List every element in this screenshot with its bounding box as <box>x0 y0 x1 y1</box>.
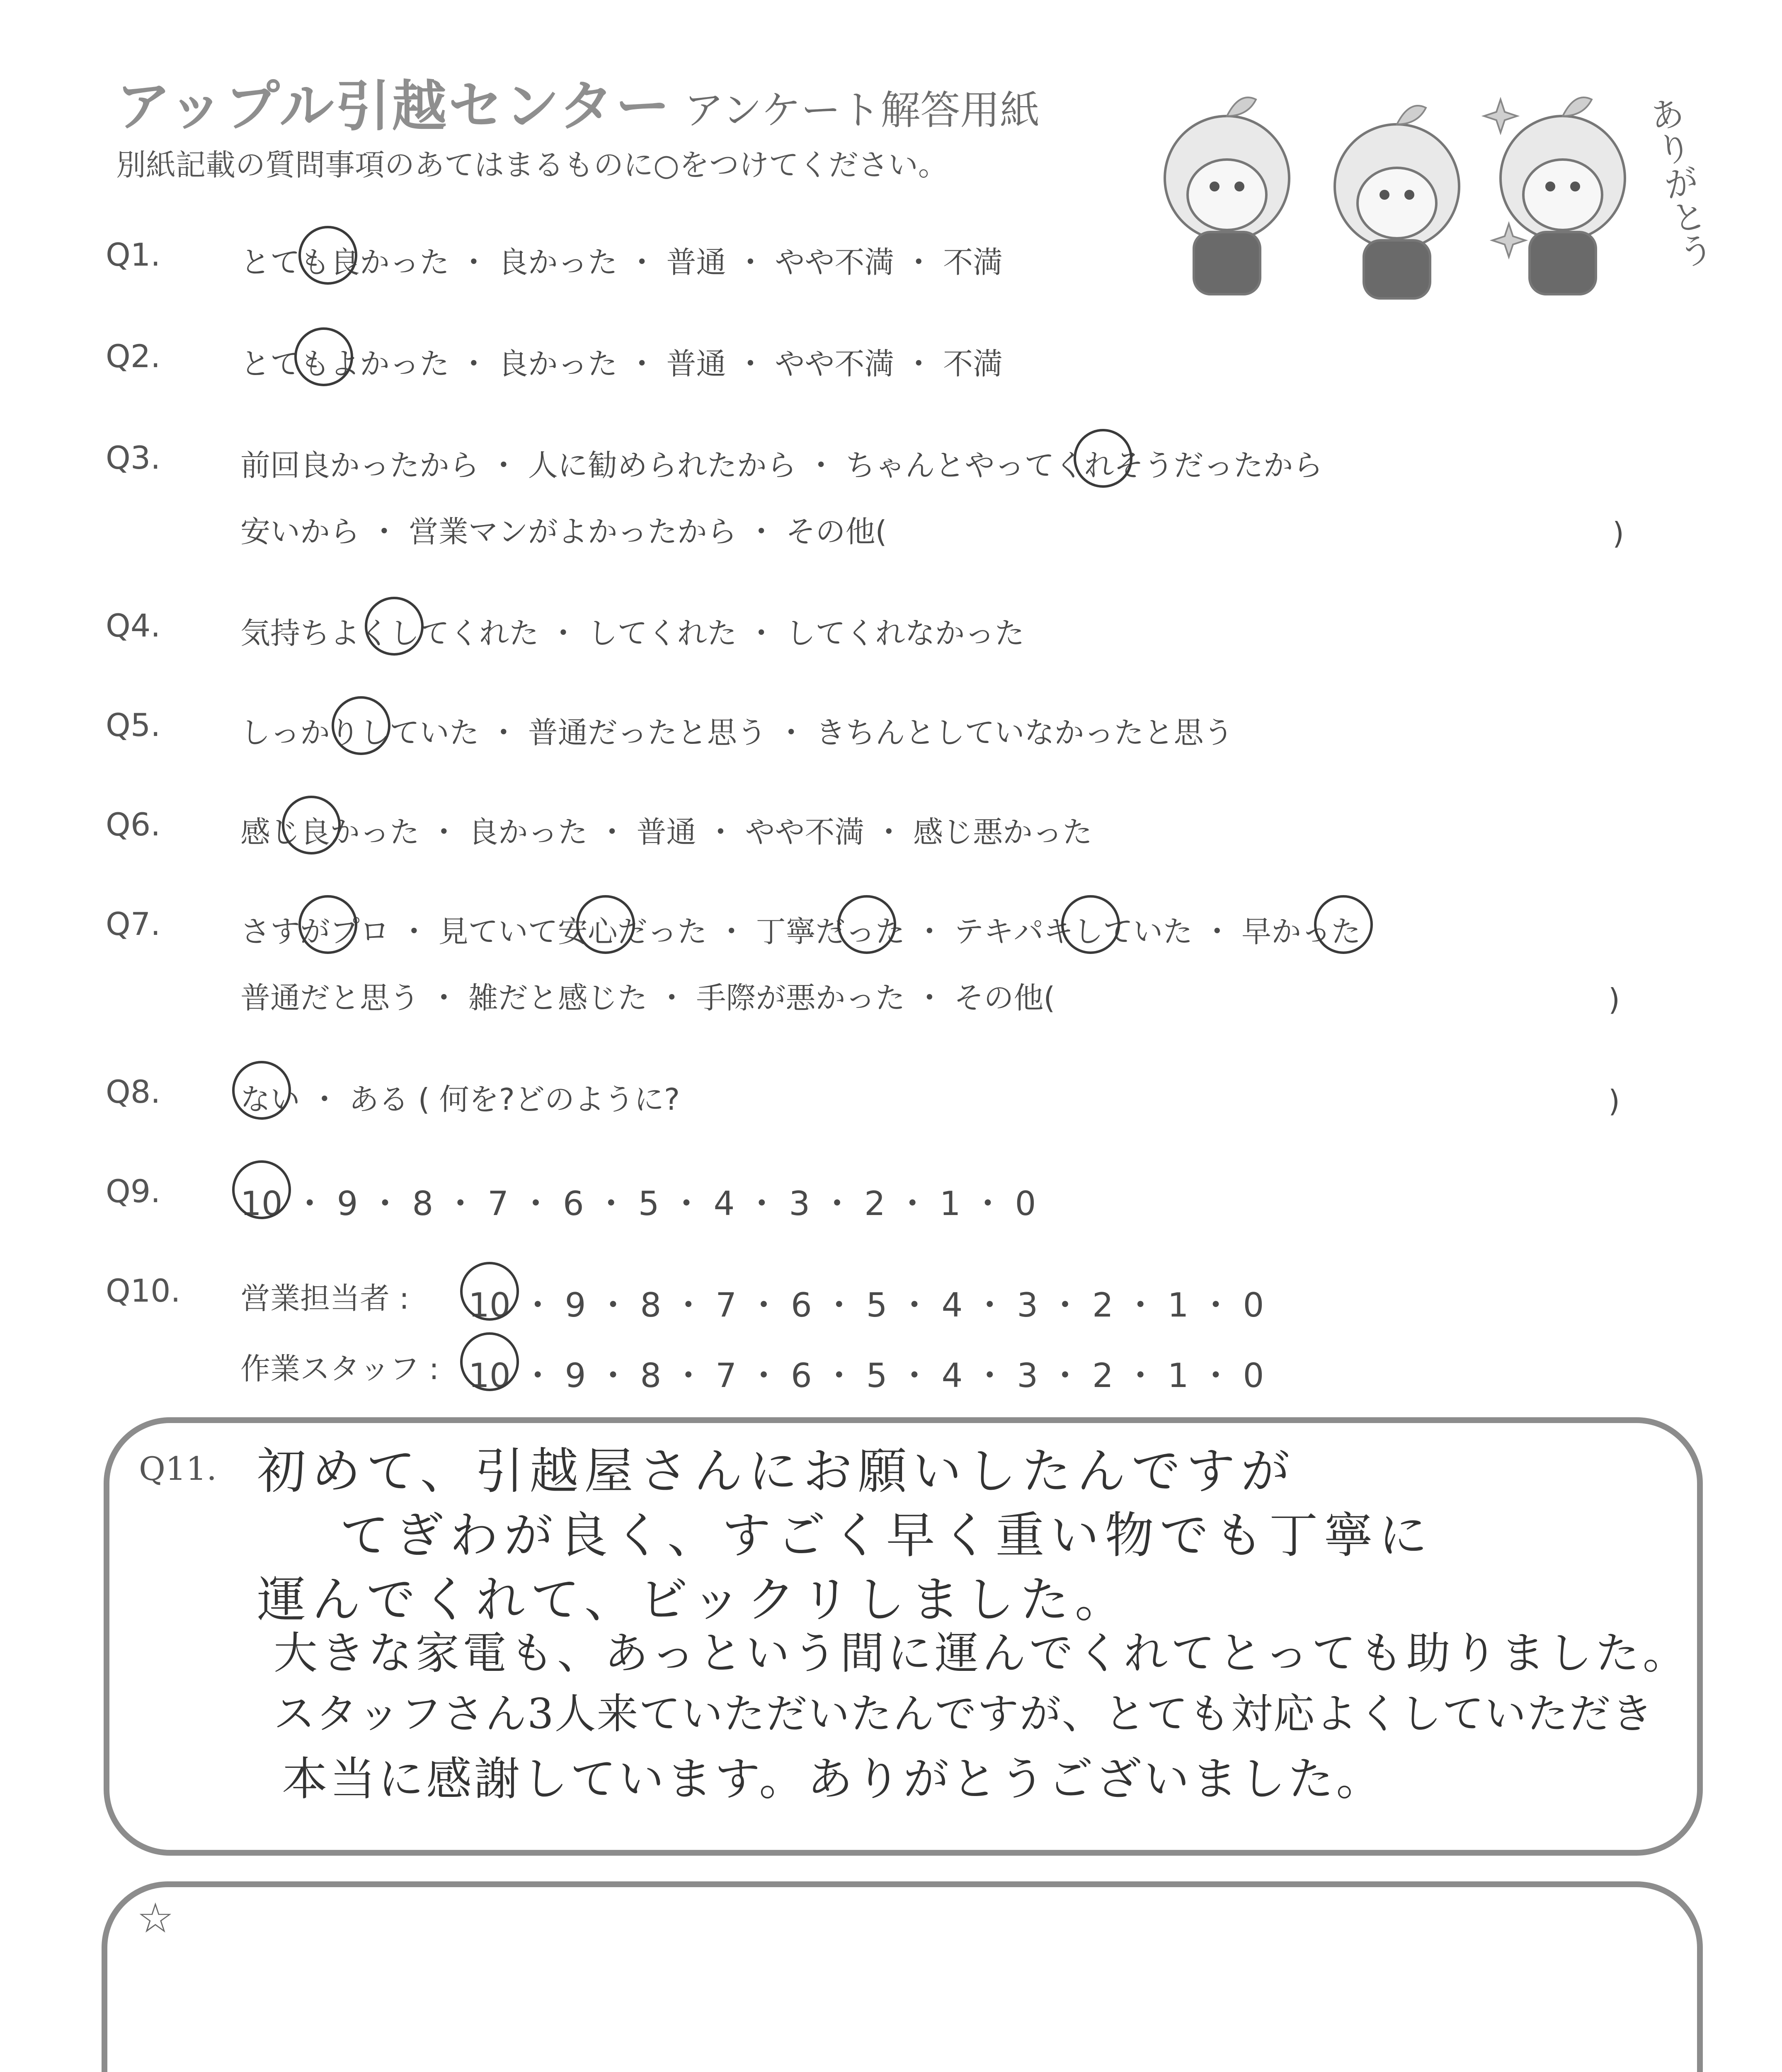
q2-options: とてもよかった ・ 良かった ・ 普通 ・ やや不満 ・ 不満 <box>240 346 1003 381</box>
q1-selected-circle <box>298 226 357 285</box>
q11-handwritten-line-2: てぎわが良く、すごく早く重い物でも丁寧に <box>340 1507 1433 1564</box>
q9-selected-circle <box>232 1160 291 1219</box>
q3-options-line2: 安いから ・ 営業マンがよかったから ・ その他( <box>240 514 887 549</box>
q11-handwritten-line-4: 大きな家電も、あっという間に運んでくれてとっても助りました。 <box>274 1628 1690 1679</box>
q2-selected-circle <box>294 327 353 386</box>
extra-comment-box[interactable] <box>102 1881 1703 2072</box>
form-subtitle: アンケート解答用紙 <box>684 87 1040 133</box>
q2-label: Q2. <box>106 338 161 375</box>
q8-label: Q8. <box>106 1073 161 1110</box>
star-icon: ☆ <box>137 1894 174 1942</box>
q7-selected-circle-2 <box>576 895 635 954</box>
q11-label: Q11. <box>139 1450 217 1488</box>
q1-label: Q1. <box>106 236 161 273</box>
q4-label: Q4. <box>106 607 161 644</box>
q10-sales-selected-circle <box>460 1262 519 1321</box>
q11-handwritten-line-1: 初めて、引越屋さんにお願いしたんですが <box>257 1443 1296 1500</box>
q3-selected-circle <box>1074 429 1132 488</box>
q10-staff-label: 作業スタッフ : <box>240 1351 439 1386</box>
q10-label: Q10. <box>106 1272 181 1309</box>
q5-label: Q5. <box>106 707 161 743</box>
q1-options: とても良かった ・ 良かった ・ 普通 ・ やや不満 ・ 不満 <box>240 245 1003 280</box>
q10-staff-selected-circle <box>460 1332 519 1391</box>
q8-options: ない ・ ある ( 何を?どのように? <box>240 1082 680 1117</box>
q9-scale: 10 ・ 9 ・ 8 ・ 7 ・ 6 ・ 5 ・ 4 ・ 3 ・ 2 ・ 1 ・ 0 <box>240 1184 1036 1223</box>
q3-label: Q3. <box>106 439 161 476</box>
q9-label: Q9. <box>106 1173 161 1210</box>
q10-sales-scale: 10 ・ 9 ・ 8 ・ 7 ・ 6 ・ 5 ・ 4 ・ 3 ・ 2 ・ 1 ・ 0 <box>468 1286 1264 1324</box>
q7-selected-circle-3 <box>837 895 896 954</box>
instruction-text: 別紙記載の質問事項のあてはまるものに○をつけてください。 <box>116 148 948 182</box>
q7-options-line1: さすがプロ ・ 見ていて安心だった ・ 丁寧だった ・ テキパキしていた ・ 早かった <box>240 914 1361 949</box>
q11-handwritten-line-3: 運んでくれて、ビックリしました。 <box>257 1571 1130 1628</box>
q11-handwritten-line-5: スタッフさん3人来ていただいたんですが、とても対応よくしていただき <box>274 1690 1654 1738</box>
q3-other-close: ) <box>1612 516 1624 551</box>
q6-label: Q6. <box>106 806 161 843</box>
q7-selected-circle-1 <box>298 895 357 954</box>
q7-selected-circle-5 <box>1314 895 1373 954</box>
q6-options: 感じ良かった ・ 良かった ・ 普通 ・ やや不満 ・ 感じ悪かった <box>240 815 1093 850</box>
q6-selected-circle <box>282 796 341 854</box>
q11-handwritten-line-6: 本当に感謝しています。ありがとうございました。 <box>282 1752 1384 1806</box>
q10-staff-scale: 10 ・ 9 ・ 8 ・ 7 ・ 6 ・ 5 ・ 4 ・ 3 ・ 2 ・ 1 ・ 0 <box>468 1356 1264 1395</box>
q8-close: ) <box>1608 1084 1620 1118</box>
q8-selected-circle <box>232 1061 291 1120</box>
q7-label: Q7. <box>106 905 161 942</box>
q4-options: 気持ちよくしてくれた ・ してくれた ・ してくれなかった <box>240 616 1025 651</box>
q4-selected-circle <box>365 597 424 656</box>
q3-options-line1: 前回良かったから ・ 人に勧められたから ・ ちゃんとやってくれそうだったから <box>240 448 1323 483</box>
mascot-thanks-text: ありがとう <box>1641 93 1717 272</box>
q7-options-line2: 普通だと思う ・ 雑だと感じた ・ 手際が悪かった ・ その他( <box>240 980 1055 1015</box>
q5-selected-circle <box>332 696 390 755</box>
monkey-mascot-icon <box>1144 75 1683 307</box>
q5-options: しっかりしていた ・ 普通だったと思う ・ きちんとしていなかったと思う <box>240 715 1234 750</box>
q10-sales-label: 営業担当者 : <box>240 1281 410 1316</box>
form-title: アップル引越センター <box>116 75 672 138</box>
q7-other-close: ) <box>1608 982 1620 1017</box>
q7-selected-circle-4 <box>1061 895 1120 954</box>
